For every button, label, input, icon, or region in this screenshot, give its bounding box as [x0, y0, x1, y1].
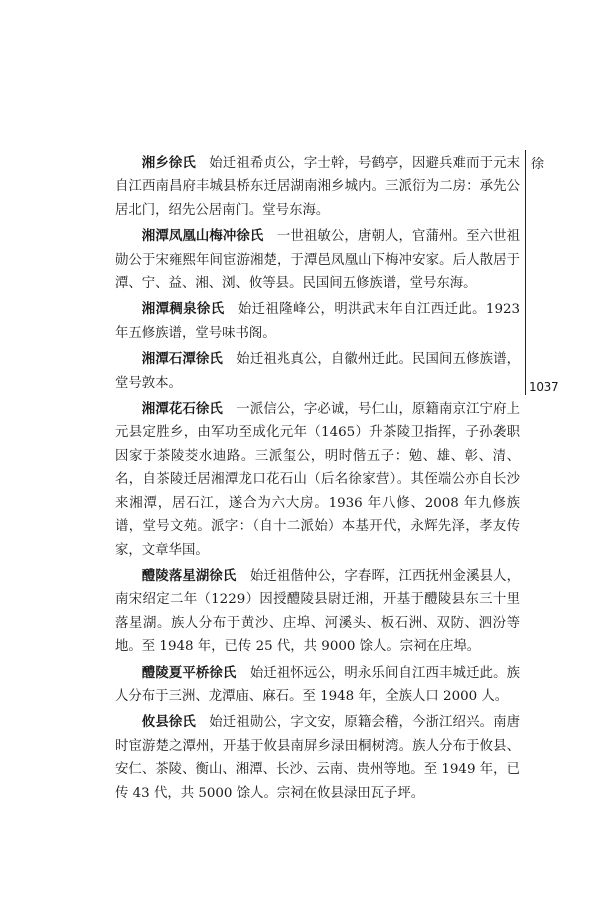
entry-youxian-xu	[115, 711, 520, 805]
entry-body: 始迁祖希贞公，字士幹，号鹤亭，因避兵难而于元末自江西南昌府丰城县桥东迁居湖南湘乡城内。三派衍为二房：承先公居北门，绍先公居南门。堂号东海。	[115, 156, 521, 218]
entry-title: 醴陵落星湖徐氏	[141, 567, 237, 584]
entry-xiangxiang-xu	[115, 152, 520, 222]
page-number: 1037	[529, 380, 559, 394]
entry-xiangtan-shitan-xu	[115, 348, 520, 395]
entry-body: 始迁祖勋公，字文安，原籍会稽，今浙江绍兴。南唐时宦游楚之潭州，开基于攸县南屏乡渌田桐树湾。族人分布于攸县、安仁、茶陵、衡山、湘潭、长沙、云南、贵州等地。至 1949 年，已传 43 代，共 5000 馀人。宗祠在攸县渌田瓦子坪。	[115, 715, 521, 801]
entry-body: 一派信公，字必诚，号仁山，原籍南京江宁府上元县定胜乡，由军功至成化元年（1465）升茶陵卫指挥，子孙袭职因家于茶陵茭水迪路。三派玺公，明时偕五子：勉、雄、彰、清、名，自茶陵迁居湘潭龙口花石山（后名徐家营）。其侄端公亦自长沙来湘潭，居石江，遂合为六大房。1936 年八修、2008 年九修族谱，堂号文苑。派字：（自十二派始）本基开代，永辉先泽，孝友传家，文章华国。	[115, 402, 521, 558]
entry-body: 始迁祖隆峰公，明洪武末年自江西迁此。1923 年五修族谱，堂号味书阁。	[115, 302, 521, 341]
entry-liling-luoxinghu-xu	[115, 565, 520, 659]
entry-title: 湘潭石潭徐氏	[141, 351, 223, 368]
entry-body: 一世祖敏公，唐朝人，官蒲州。至六世祖勋公于宋雍熙年间宦游湘楚，于潭邑凤凰山下梅冲安家。后人散居于潭、宁、益、湘、浏、攸等县。民国间五修族谱，堂号东海。	[115, 229, 521, 292]
entry-xiangtan-fenghuangshan-xu	[115, 225, 520, 295]
entry-body: 始迁祖怀远公，明永乐间自江西丰城迁此。族人分布于三洲、龙潭庙、麻石。至 1948 年，全族人口 2000 人。	[115, 665, 521, 704]
entry-title: 湘潭稠泉徐氏	[141, 301, 225, 318]
entry-title: 醴陵夏平桥徐氏	[141, 664, 237, 681]
entry-body: 始迁祖偕仲公，字春晖，江西抚州金溪县人，南宋绍定二年（1229）因授醴陵县尉迁湘，开基于醴陵县东三十里落星湖。族人分布于黄沙、庄埠、河溪头、板石洲、双防、泗汾等地。至 1948 年，已传 25 代，共 9000 馀人。宗祠在庄埠。	[115, 568, 521, 655]
entry-xiangtan-chouquan-xu	[115, 298, 520, 345]
entry-title: 湘潭凤凰山梅冲徐氏	[141, 228, 264, 245]
entry-list	[115, 152, 520, 808]
entry-liling-xiapingqiao-xu	[115, 662, 520, 709]
side-surname-label: 徐	[531, 157, 545, 172]
entry-title: 攸县徐氏	[141, 714, 196, 731]
entry-title: 湘潭花石徐氏	[141, 401, 223, 418]
entry-xiangtan-huashi-xu	[115, 398, 520, 562]
margin-rule	[525, 150, 526, 395]
entry-title: 湘乡徐氏	[141, 155, 196, 171]
entry-body: 始迁祖兆真公，自徽州迁此。民国间五修族谱，堂号敦本。	[115, 352, 521, 391]
